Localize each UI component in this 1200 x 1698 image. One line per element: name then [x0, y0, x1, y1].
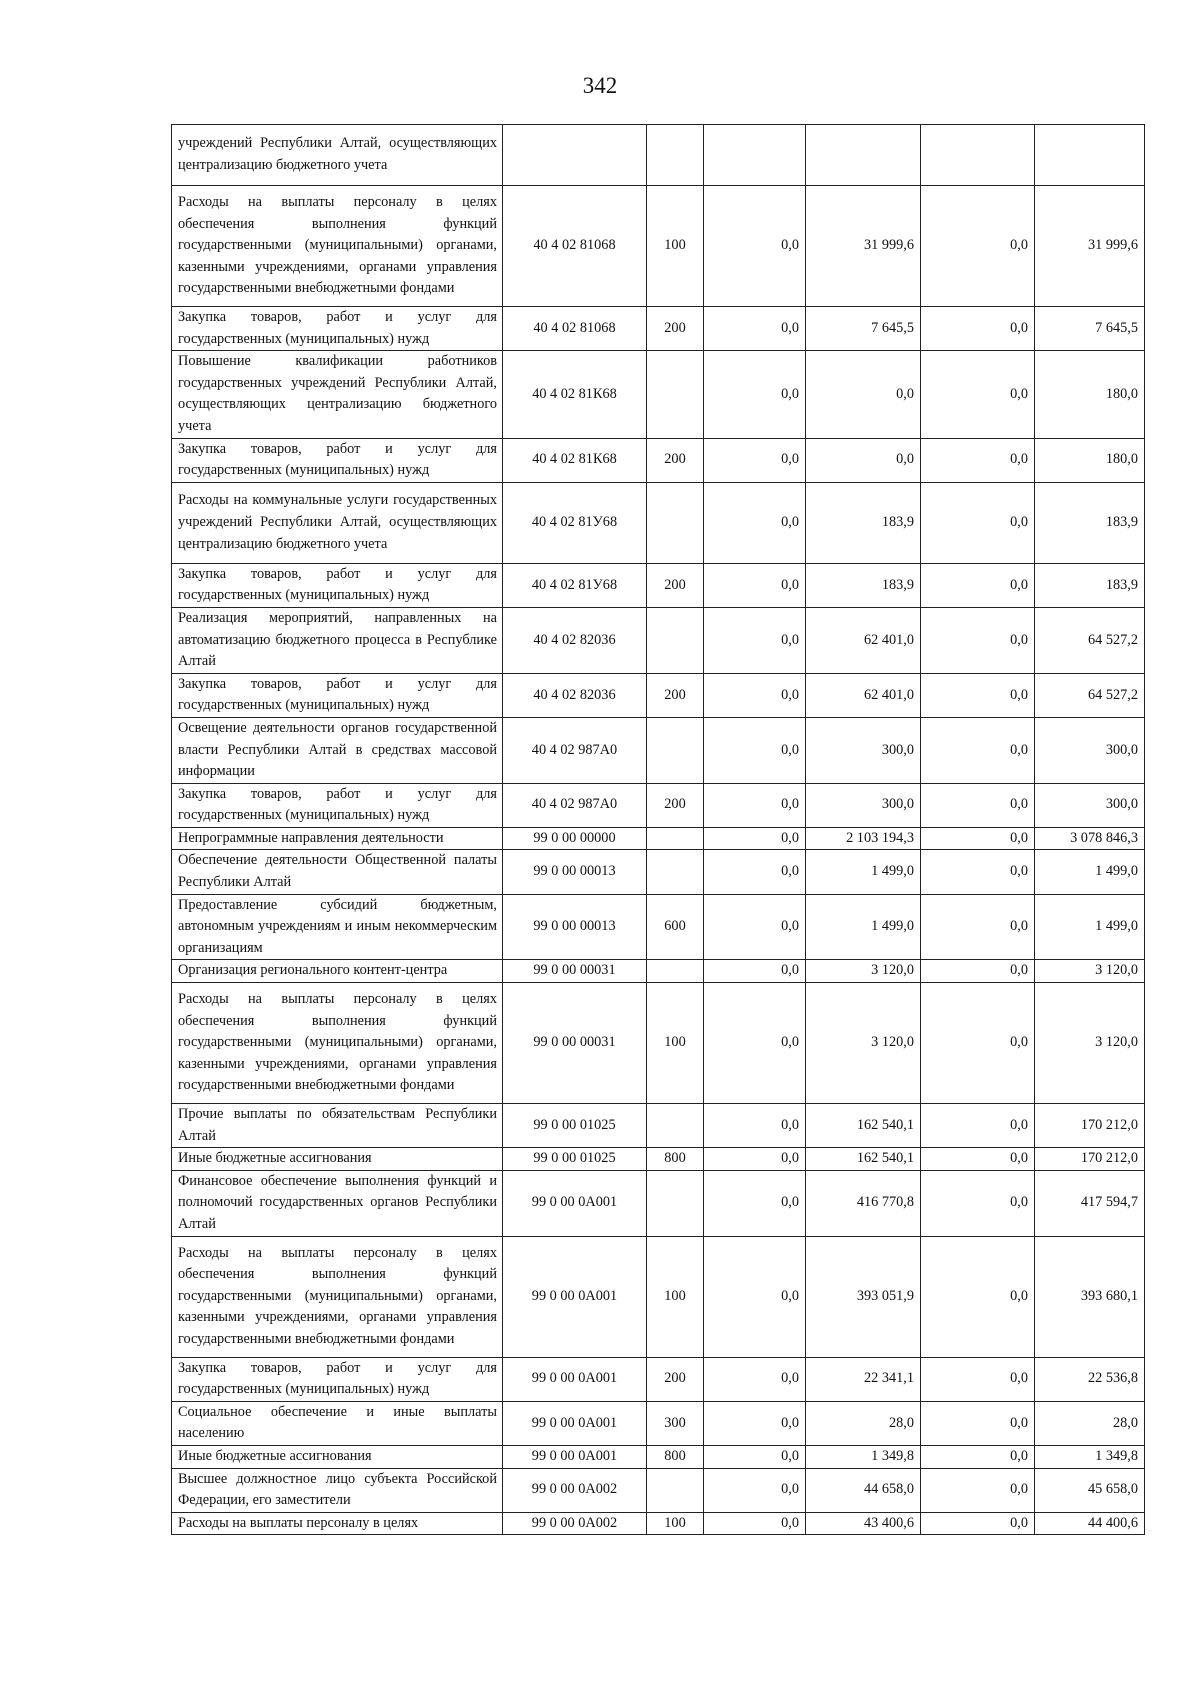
amount-cell-2: 62 401,0	[806, 673, 921, 717]
expense-type-cell: 100	[647, 1236, 704, 1357]
expense-name-cell: Расходы на выплаты персоналу в целях обеспечения выполнения функций государственными (муниципальными) органами, казенными учреждениями, органами управления государственными внебюджетными фондами	[172, 186, 503, 307]
expense-name-cell: Организация регионального контент-центра	[172, 960, 503, 983]
amount-cell-3: 0,0	[921, 1170, 1035, 1236]
table-row	[172, 125, 1145, 186]
amount-cell-4: 183,9	[1035, 563, 1145, 607]
target-code-cell: 40 4 02 82036	[503, 607, 647, 673]
amount-cell-2: 7 645,5	[806, 307, 921, 351]
expense-name-cell: учреждений Республики Алтай, осуществляющих централизацию бюджетного учета	[172, 125, 503, 186]
amount-cell-1: 0,0	[704, 960, 806, 983]
amount-cell-4: 170 212,0	[1035, 1104, 1145, 1148]
expense-name-cell: Закупка товаров, работ и услуг для государственных (муниципальных) нужд	[172, 783, 503, 827]
expense-name-cell: Предоставление субсидий бюджетным, автономным учреждениям и иным некоммерческим организациям	[172, 894, 503, 960]
amount-cell-2: 300,0	[806, 783, 921, 827]
table-row	[172, 983, 1145, 1104]
amount-cell-4: 44 400,6	[1035, 1512, 1145, 1535]
table-row	[172, 673, 1145, 717]
amount-cell-1: 0,0	[704, 983, 806, 1104]
expense-type-cell: 100	[647, 1512, 704, 1535]
amount-cell-1: 0,0	[704, 717, 806, 783]
expense-name-cell: Освещение деятельности органов государственной власти Республики Алтай в средствах массовой информации	[172, 717, 503, 783]
expense-type-cell: 200	[647, 673, 704, 717]
table-row	[172, 850, 1145, 894]
table-row	[172, 482, 1145, 563]
expense-type-cell: 200	[647, 1357, 704, 1401]
amount-cell-1: 0,0	[704, 1357, 806, 1401]
amount-cell-3: 0,0	[921, 1445, 1035, 1468]
expense-type-cell: 800	[647, 1445, 704, 1468]
amount-cell-3: 0,0	[921, 827, 1035, 850]
amount-cell-1: 0,0	[704, 438, 806, 482]
amount-cell-3: 0,0	[921, 894, 1035, 960]
expense-name-cell: Непрограммные направления деятельности	[172, 827, 503, 850]
amount-cell-3: 0,0	[921, 1357, 1035, 1401]
amount-cell-2: 31 999,6	[806, 186, 921, 307]
amount-cell-1: 0,0	[704, 1104, 806, 1148]
amount-cell-3: 0,0	[921, 607, 1035, 673]
table-row	[172, 351, 1145, 438]
amount-cell-3: 0,0	[921, 1401, 1035, 1445]
expense-name-cell: Расходы на коммунальные услуги государственных учреждений Республики Алтай, осуществляющих централизацию бюджетного учета	[172, 482, 503, 563]
expense-name-cell: Закупка товаров, работ и услуг для государственных (муниципальных) нужд	[172, 438, 503, 482]
amount-cell-2: 1 349,8	[806, 1445, 921, 1468]
expense-type-cell	[647, 607, 704, 673]
table-row	[172, 1170, 1145, 1236]
amount-cell-4: 417 594,7	[1035, 1170, 1145, 1236]
amount-cell-3: 0,0	[921, 1104, 1035, 1148]
table-row	[172, 563, 1145, 607]
target-code-cell: 99 0 00 0А001	[503, 1445, 647, 1468]
amount-cell-3: 0,0	[921, 850, 1035, 894]
expense-name-cell: Иные бюджетные ассигнования	[172, 1445, 503, 1468]
target-code-cell: 99 0 00 00031	[503, 960, 647, 983]
amount-cell-2: 162 540,1	[806, 1148, 921, 1171]
expense-type-cell: 200	[647, 307, 704, 351]
amount-cell-3: 0,0	[921, 673, 1035, 717]
expense-type-cell	[647, 827, 704, 850]
amount-cell-2: 393 051,9	[806, 1236, 921, 1357]
amount-cell-4: 170 212,0	[1035, 1148, 1145, 1171]
expense-type-cell	[647, 850, 704, 894]
amount-cell-1: 0,0	[704, 827, 806, 850]
expense-name-cell: Финансовое обеспечение выполнения функций и полномочий государственных органов Республики Алтай	[172, 1170, 503, 1236]
expense-type-cell	[647, 1104, 704, 1148]
amount-cell-3: 0,0	[921, 983, 1035, 1104]
amount-cell-4: 1 349,8	[1035, 1445, 1145, 1468]
amount-cell-4: 3 078 846,3	[1035, 827, 1145, 850]
target-code-cell: 40 4 02 82036	[503, 673, 647, 717]
target-code-cell: 99 0 00 00031	[503, 983, 647, 1104]
target-code-cell: 40 4 02 987А0	[503, 717, 647, 783]
amount-cell-4	[1035, 125, 1145, 186]
amount-cell-2: 44 658,0	[806, 1468, 921, 1512]
amount-cell-2: 300,0	[806, 717, 921, 783]
expense-type-cell	[647, 351, 704, 438]
amount-cell-1: 0,0	[704, 186, 806, 307]
amount-cell-4: 31 999,6	[1035, 186, 1145, 307]
expense-name-cell: Реализация мероприятий, направленных на автоматизацию бюджетного процесса в Республике Алтай	[172, 607, 503, 673]
amount-cell-4: 7 645,5	[1035, 307, 1145, 351]
expense-name-cell: Расходы на выплаты персоналу в целях обеспечения выполнения функций государственными (муниципальными) органами, казенными учреждениями, органами управления государственными внебюджетными фондами	[172, 983, 503, 1104]
expense-type-cell	[647, 1468, 704, 1512]
amount-cell-1: 0,0	[704, 783, 806, 827]
amount-cell-2: 183,9	[806, 482, 921, 563]
amount-cell-3: 0,0	[921, 438, 1035, 482]
expense-type-cell	[647, 1170, 704, 1236]
page-number: 342	[582, 73, 618, 98]
target-code-cell: 40 4 02 81К68	[503, 438, 647, 482]
amount-cell-3	[921, 125, 1035, 186]
expense-type-cell: 100	[647, 983, 704, 1104]
expense-type-cell	[647, 125, 704, 186]
expense-type-cell: 800	[647, 1148, 704, 1171]
table-row	[172, 1445, 1145, 1468]
amount-cell-4: 300,0	[1035, 783, 1145, 827]
amount-cell-2: 1 499,0	[806, 894, 921, 960]
amount-cell-1: 0,0	[704, 563, 806, 607]
table-row	[172, 607, 1145, 673]
target-code-cell: 40 4 02 987А0	[503, 783, 647, 827]
expense-name-cell: Закупка товаров, работ и услуг для государственных (муниципальных) нужд	[172, 307, 503, 351]
amount-cell-3: 0,0	[921, 563, 1035, 607]
amount-cell-4: 3 120,0	[1035, 960, 1145, 983]
amount-cell-4: 300,0	[1035, 717, 1145, 783]
amount-cell-3: 0,0	[921, 1236, 1035, 1357]
amount-cell-1: 0,0	[704, 1170, 806, 1236]
expense-name-cell: Высшее должностное лицо субъекта Российской Федерации, его заместители	[172, 1468, 503, 1512]
amount-cell-2: 3 120,0	[806, 983, 921, 1104]
table-row	[172, 1236, 1145, 1357]
amount-cell-4: 64 527,2	[1035, 673, 1145, 717]
amount-cell-1: 0,0	[704, 607, 806, 673]
amount-cell-1	[704, 125, 806, 186]
amount-cell-3: 0,0	[921, 1512, 1035, 1535]
target-code-cell: 99 0 00 00013	[503, 850, 647, 894]
amount-cell-3: 0,0	[921, 482, 1035, 563]
expense-name-cell: Закупка товаров, работ и услуг для государственных (муниципальных) нужд	[172, 1357, 503, 1401]
target-code-cell	[503, 125, 647, 186]
amount-cell-3: 0,0	[921, 783, 1035, 827]
expense-name-cell: Прочие выплаты по обязательствам Республики Алтай	[172, 1104, 503, 1148]
target-code-cell: 99 0 00 0А001	[503, 1401, 647, 1445]
amount-cell-4: 3 120,0	[1035, 983, 1145, 1104]
expense-type-cell	[647, 482, 704, 563]
table-row	[172, 1148, 1145, 1171]
amount-cell-1: 0,0	[704, 1401, 806, 1445]
amount-cell-2: 3 120,0	[806, 960, 921, 983]
expense-type-cell: 200	[647, 783, 704, 827]
amount-cell-2	[806, 125, 921, 186]
expense-name-cell: Социальное обеспечение и иные выплаты населению	[172, 1401, 503, 1445]
amount-cell-2: 62 401,0	[806, 607, 921, 673]
amount-cell-2: 22 341,1	[806, 1357, 921, 1401]
table-row	[172, 783, 1145, 827]
amount-cell-2: 1 499,0	[806, 850, 921, 894]
expense-type-cell	[647, 717, 704, 783]
target-code-cell: 40 4 02 81068	[503, 186, 647, 307]
amount-cell-1: 0,0	[704, 351, 806, 438]
table-row	[172, 1468, 1145, 1512]
amount-cell-2: 0,0	[806, 438, 921, 482]
amount-cell-3: 0,0	[921, 351, 1035, 438]
target-code-cell: 99 0 00 0А001	[503, 1236, 647, 1357]
expense-name-cell: Закупка товаров, работ и услуг для государственных (муниципальных) нужд	[172, 563, 503, 607]
budget-table	[171, 124, 1145, 1535]
amount-cell-4: 1 499,0	[1035, 894, 1145, 960]
target-code-cell: 99 0 00 0А001	[503, 1170, 647, 1236]
expense-name-cell: Расходы на выплаты персоналу в целях	[172, 1512, 503, 1535]
amount-cell-3: 0,0	[921, 717, 1035, 783]
amount-cell-3: 0,0	[921, 186, 1035, 307]
amount-cell-3: 0,0	[921, 960, 1035, 983]
amount-cell-4: 180,0	[1035, 351, 1145, 438]
target-code-cell: 99 0 00 0А002	[503, 1468, 647, 1512]
amount-cell-1: 0,0	[704, 307, 806, 351]
table-row	[172, 827, 1145, 850]
target-code-cell: 40 4 02 81У68	[503, 482, 647, 563]
amount-cell-3: 0,0	[921, 307, 1035, 351]
amount-cell-4: 28,0	[1035, 1401, 1145, 1445]
target-code-cell: 99 0 00 00013	[503, 894, 647, 960]
amount-cell-2: 183,9	[806, 563, 921, 607]
target-code-cell: 99 0 00 01025	[503, 1104, 647, 1148]
amount-cell-4: 180,0	[1035, 438, 1145, 482]
amount-cell-1: 0,0	[704, 1468, 806, 1512]
target-code-cell: 40 4 02 81068	[503, 307, 647, 351]
table-row	[172, 1104, 1145, 1148]
amount-cell-1: 0,0	[704, 894, 806, 960]
expense-type-cell	[647, 960, 704, 983]
table-row	[172, 307, 1145, 351]
amount-cell-1: 0,0	[704, 850, 806, 894]
amount-cell-4: 45 658,0	[1035, 1468, 1145, 1512]
target-code-cell: 99 0 00 00000	[503, 827, 647, 850]
amount-cell-4: 183,9	[1035, 482, 1145, 563]
table-row	[172, 438, 1145, 482]
amount-cell-1: 0,0	[704, 482, 806, 563]
expense-name-cell: Обеспечение деятельности Общественной палаты Республики Алтай	[172, 850, 503, 894]
target-code-cell: 99 0 00 0А001	[503, 1357, 647, 1401]
amount-cell-1: 0,0	[704, 1236, 806, 1357]
expense-name-cell: Закупка товаров, работ и услуг для государственных (муниципальных) нужд	[172, 673, 503, 717]
amount-cell-1: 0,0	[704, 1512, 806, 1535]
table-row	[172, 1357, 1145, 1401]
amount-cell-4: 1 499,0	[1035, 850, 1145, 894]
target-code-cell: 99 0 00 0А002	[503, 1512, 647, 1535]
expense-type-cell: 200	[647, 438, 704, 482]
table-row	[172, 186, 1145, 307]
amount-cell-2: 0,0	[806, 351, 921, 438]
table-row	[172, 717, 1145, 783]
amount-cell-2: 2 103 194,3	[806, 827, 921, 850]
amount-cell-2: 43 400,6	[806, 1512, 921, 1535]
expense-type-cell: 300	[647, 1401, 704, 1445]
expense-type-cell: 600	[647, 894, 704, 960]
target-code-cell: 40 4 02 81У68	[503, 563, 647, 607]
amount-cell-2: 162 540,1	[806, 1104, 921, 1148]
table-row	[172, 1512, 1145, 1535]
amount-cell-4: 393 680,1	[1035, 1236, 1145, 1357]
expense-name-cell: Расходы на выплаты персоналу в целях обеспечения выполнения функций государственными (муниципальными) органами, казенными учреждениями, органами управления государственными внебюджетными фондами	[172, 1236, 503, 1357]
target-code-cell: 40 4 02 81К68	[503, 351, 647, 438]
amount-cell-1: 0,0	[704, 1148, 806, 1171]
expense-name-cell: Повышение квалификации работников государственных учреждений Республики Алтай, осуществляющих централизацию бюджетного учета	[172, 351, 503, 438]
amount-cell-4: 64 527,2	[1035, 607, 1145, 673]
amount-cell-1: 0,0	[704, 673, 806, 717]
amount-cell-2: 28,0	[806, 1401, 921, 1445]
amount-cell-3: 0,0	[921, 1148, 1035, 1171]
amount-cell-3: 0,0	[921, 1468, 1035, 1512]
expense-type-cell: 100	[647, 186, 704, 307]
target-code-cell: 99 0 00 01025	[503, 1148, 647, 1171]
expense-type-cell: 200	[647, 563, 704, 607]
amount-cell-4: 22 536,8	[1035, 1357, 1145, 1401]
expense-name-cell: Иные бюджетные ассигнования	[172, 1148, 503, 1171]
table-row	[172, 1401, 1145, 1445]
table-row	[172, 894, 1145, 960]
amount-cell-2: 416 770,8	[806, 1170, 921, 1236]
amount-cell-1: 0,0	[704, 1445, 806, 1468]
table-row	[172, 960, 1145, 983]
